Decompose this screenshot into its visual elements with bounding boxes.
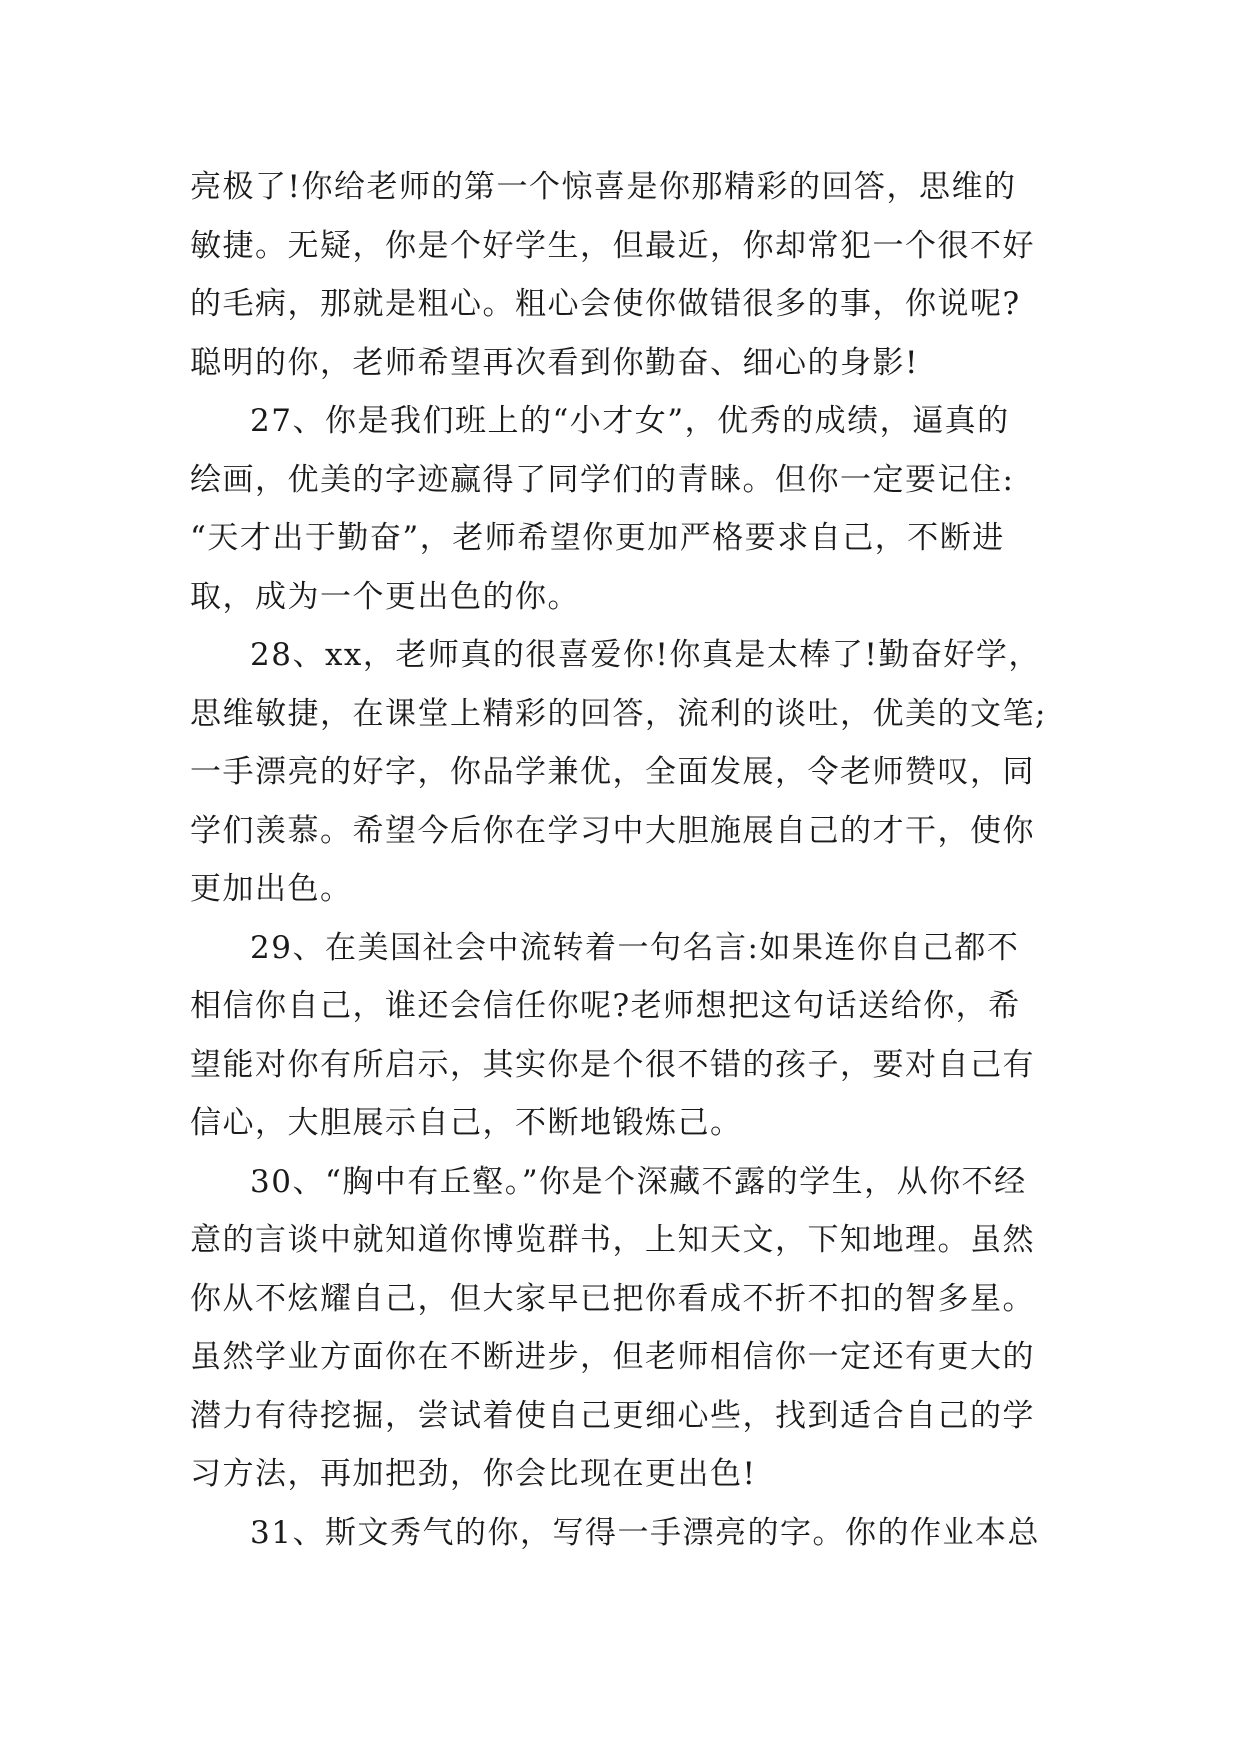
paragraph-start-28: 28、xx，老师真的很喜爱你!你真是太棒了!勤奋好学， [250,637,1041,673]
text-line: 取，成为一个更出色的你。 [190,578,580,615]
text-line: 的毛病，那就是粗心。粗心会使你做错很多的事，你说呢? [190,286,1021,322]
text-line: 意的言谈中就知道你博览群书，上知天文，下知地理。虽然 [190,1222,1035,1258]
text-line: 聪明的你，老师希望再次看到你勤奋、细心的身影! [190,344,919,381]
text-line: 虽然学业方面你在不断进步，但老师相信你一定还有更大的 [190,1339,1035,1375]
text-line: “天才出于勤奋”，老师希望你更加严格要求自己，不断进 [190,520,1005,556]
text-line: 习方法，再加把劲，你会比现在更出色! [190,1456,757,1492]
text-line: 更加出色。 [190,871,353,907]
text-line: 绘画，优美的字迹赢得了同学们的青睐。但你一定要记住: [190,461,1015,498]
paragraph-start-31: 31、斯文秀气的你，写得一手漂亮的字。你的作业本总 [250,1514,1040,1551]
text-line: 你从不炫耀自己，但大家早已把你看成不折不扣的智多星。 [190,1280,1035,1317]
paragraph-start-27: 27、你是我们班上的“小才女”，优秀的成绩，逼真的 [250,403,1010,439]
text-line: 信心，大胆展示自己，不断地锻炼己。 [190,1105,743,1141]
text-line: 潜力有待挖掘，尝试着使自己更细心些，找到适合自己的学 [190,1397,1035,1434]
text-line: 思维敏捷，在课堂上精彩的回答，流利的谈吐，优美的文笔; [190,695,1047,732]
text-line: 学们羡慕。希望今后你在学习中大胆施展自己的才干，使你 [190,812,1035,849]
text-line: 一手漂亮的好字，你品学兼优，全面发展，令老师赞叹，同 [190,754,1035,790]
text-line: 敏捷。无疑，你是个好学生，但最近，你却常犯一个很不好 [190,227,1035,264]
document-body-text [190,158,1060,1562]
paragraph-start-30: 30、“胸中有丘壑。”你是个深藏不露的学生，从你不经 [250,1163,1027,1200]
text-line: 相信你自己，谁还会信任你呢?老师想把这句话送给你，希 [190,988,1021,1024]
text-line: 亮极了!你给老师的第一个惊喜是你那精彩的回答，思维的 [190,169,1017,205]
text-line: 望能对你有所启示，其实你是个很不错的孩子，要对自己有 [190,1046,1035,1083]
paragraph-start-29: 29、在美国社会中流转着一句名言:如果连你自己都不 [250,929,1020,966]
